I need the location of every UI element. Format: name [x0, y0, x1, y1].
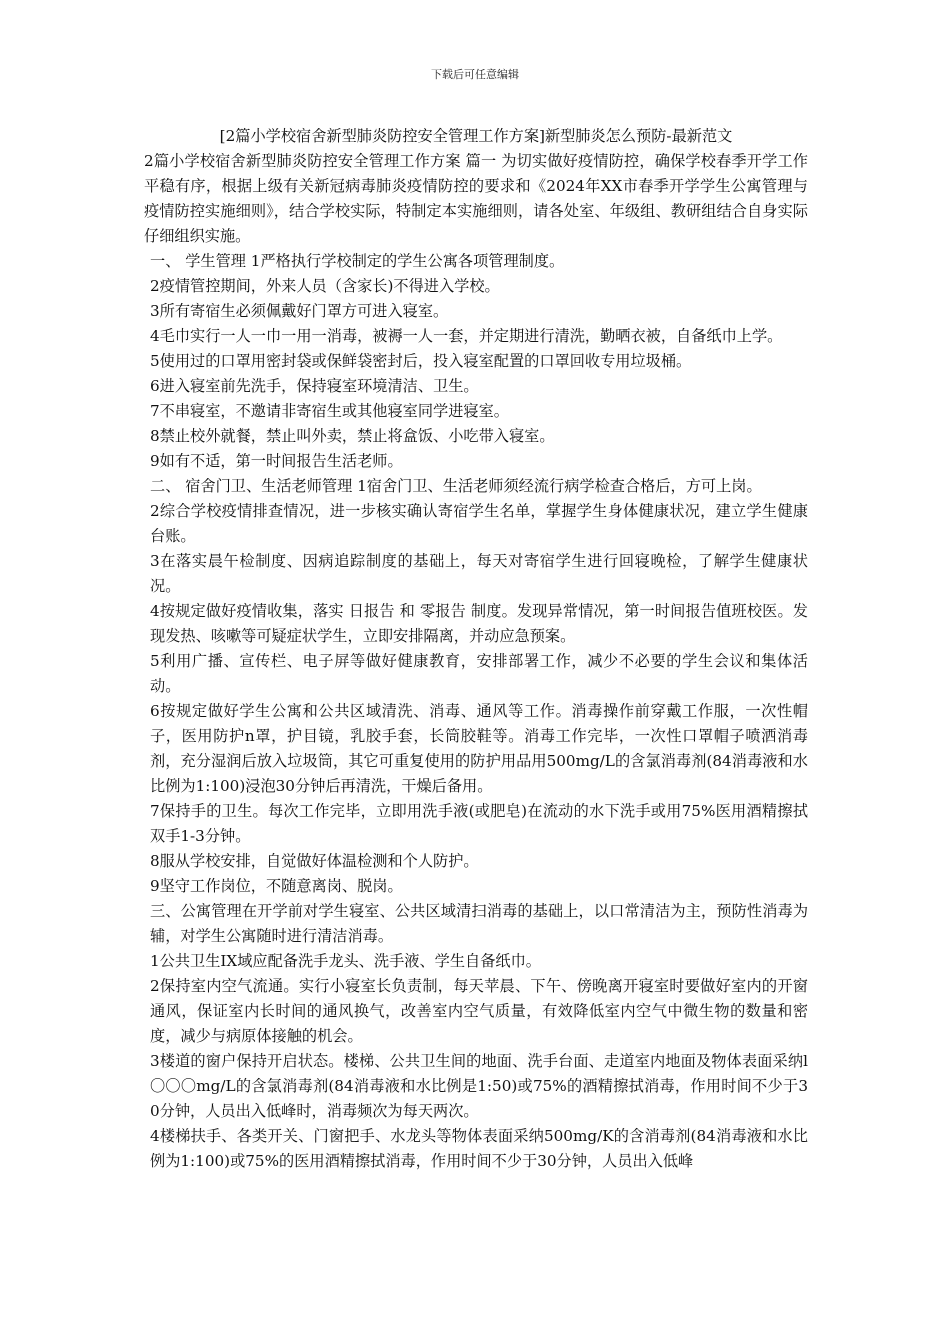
paragraph-item: 7不串寝室，不邀请非寄宿生或其他寝室同学进寝室。 — [150, 402, 509, 420]
paragraph-item: 1公共卫生IX域应配备洗手龙头、洗手液、学生自备纸巾。 — [150, 952, 541, 970]
paragraph-item: 2疫情管控期间，外来人员（含家长)不得进入学校。 — [150, 277, 500, 295]
paragraph-item: 3所有寄宿生必须佩戴好门罩方可进入寝室。 — [150, 302, 449, 320]
paragraph-item: 9如有不适，第一时间报告生活老师。 — [150, 452, 403, 470]
paragraph-section-1: 一、 学生管理 1严格执行学校制定的学生公寓各项管理制度。 — [150, 252, 565, 270]
paragraph-section-3: 三、公寓管理在开学前对学生寝室、公共区域清扫消毒的基础上，以口常清洁为主，预防性消毒为辅，对学生公寓随时进行清洁消毒。 — [150, 902, 808, 945]
paragraph-item: 4楼梯扶手、各类开关、门窗把手、水龙头等物体表面采纳500mg/K的含消毒剂(84消毒液和水比例为1:100)或75%的医用酒精擦拭消毒，作用时间不少于30分钟，人员出入低峰 — [150, 1127, 808, 1170]
paragraph-item: 2综合学校疫情排查情况，进一步核实确认寄宿学生名单，掌握学生身体健康状况，建立学生健康台账。 — [150, 502, 808, 545]
paragraph-intro: 2篇小学校宿舍新型肺炎防控安全管理工作方案 篇一 为切实做好疫情防控，确保学校春季开学工作平稳有序，根据上级有关新冠病毒肺炎疫情防控的要求和《2024年XX市春季开学学生公寓管理与疫情防控实施细则》，结合学校实际，特制定本实施细则，请各处室、年级组、教研组结合自身实际仔细组织实施。 — [144, 152, 808, 245]
document-body — [144, 124, 808, 1174]
paragraph-item: 2保持室内空气流通。实行小寝室长负责制，每天苹晨、下午、傍晚离开寝室时要做好室内的开窗通风，保证室内长时间的通风换气，改善室内空气质量，有效降低室内空气中微生物的数量和密度，减少与病原体接触的机会。 — [150, 977, 808, 1045]
paragraph-item: 6进入寝室前先洗手，保持寝室环境清洁、卫生。 — [150, 377, 479, 395]
paragraph-item: 4毛巾实行一人一巾一用一消毒，被褥一人一套，并定期进行清洗，勤晒衣被，自备纸巾上学。 — [150, 327, 783, 345]
paragraph-item: 9坚守工作岗位，不随意离岗、脱岗。 — [150, 877, 403, 895]
paragraph-item: 8禁止校外就餐，禁止叫外卖，禁止将盒饭、小吃带入寝室。 — [150, 427, 555, 445]
paragraph-item: 5利用广播、宣传栏、电子屏等做好健康教育，安排部署工作，减少不必要的学生会议和集体活动。 — [150, 652, 808, 695]
paragraph-item: 3在落实晨午检制度、因病追踪制度的基础上，每天对寄宿学生进行回寝晚检，了解学生健康状况。 — [150, 552, 808, 595]
paragraph-item: 5使用过的口罩用密封袋或保鲜袋密封后，投入寝室配置的口罩回收专用垃圾桶。 — [150, 352, 692, 370]
document-title: [2篇小学校宿舍新型肺炎防控安全管理工作方案]新型肺炎怎么预防-最新范文 — [219, 127, 733, 145]
paragraph-item: 3楼道的窗户保持开启状态。楼梯、公共卫生间的地面、洗手台面、走道室内地面及物体表面采纳l〇〇〇mg/L的含氯消毒剂(84消毒液和水比例是1:50)或75%的酒精擦拭消毒，作用时间不少于30分钟，人员出入低峰时，消毒频次为每天两次。 — [150, 1052, 808, 1120]
paragraph-item: 7保持手的卫生。每次工作完毕，立即用洗手液(或肥皂)在流动的水下洗手或用75%医用酒精擦拭双手1-3分钟。 — [150, 802, 808, 845]
paragraph-item: 8服从学校安排，自觉做好体温检测和个人防护。 — [150, 852, 479, 870]
paragraph-item: 6按规定做好学生公寓和公共区域清洗、消毒、通风等工作。消毒操作前穿戴工作服，一次性帽子，医用防护n罩，护目镜，乳胶手套，长筒胶鞋等。消毒工作完毕，一次性口罩帽子喷洒消毒剂，充分湿润后放入垃圾筒，其它可重复使用的防护用品用500mg/L的含氯消毒剂(84消毒液和水比例为1:100)浸泡30分钟后再清洗，干燥后备用。 — [150, 702, 808, 795]
page-header-note: 下载后可任意编辑 — [431, 68, 519, 81]
paragraph-item: 4按规定做好疫情收集，落实 日报告 和 零报告 制度。发现异常情况，第一时间报告值班校医。发现发热、咳嗽等可疑症状学生，立即安排隔离，并动应急预案。 — [150, 602, 808, 645]
paragraph-section-2: 二、 宿舍门卫、生活老师管理 1宿舍门卫、生活老师须经流行病学检查合格后，方可上岗。 — [150, 477, 762, 495]
